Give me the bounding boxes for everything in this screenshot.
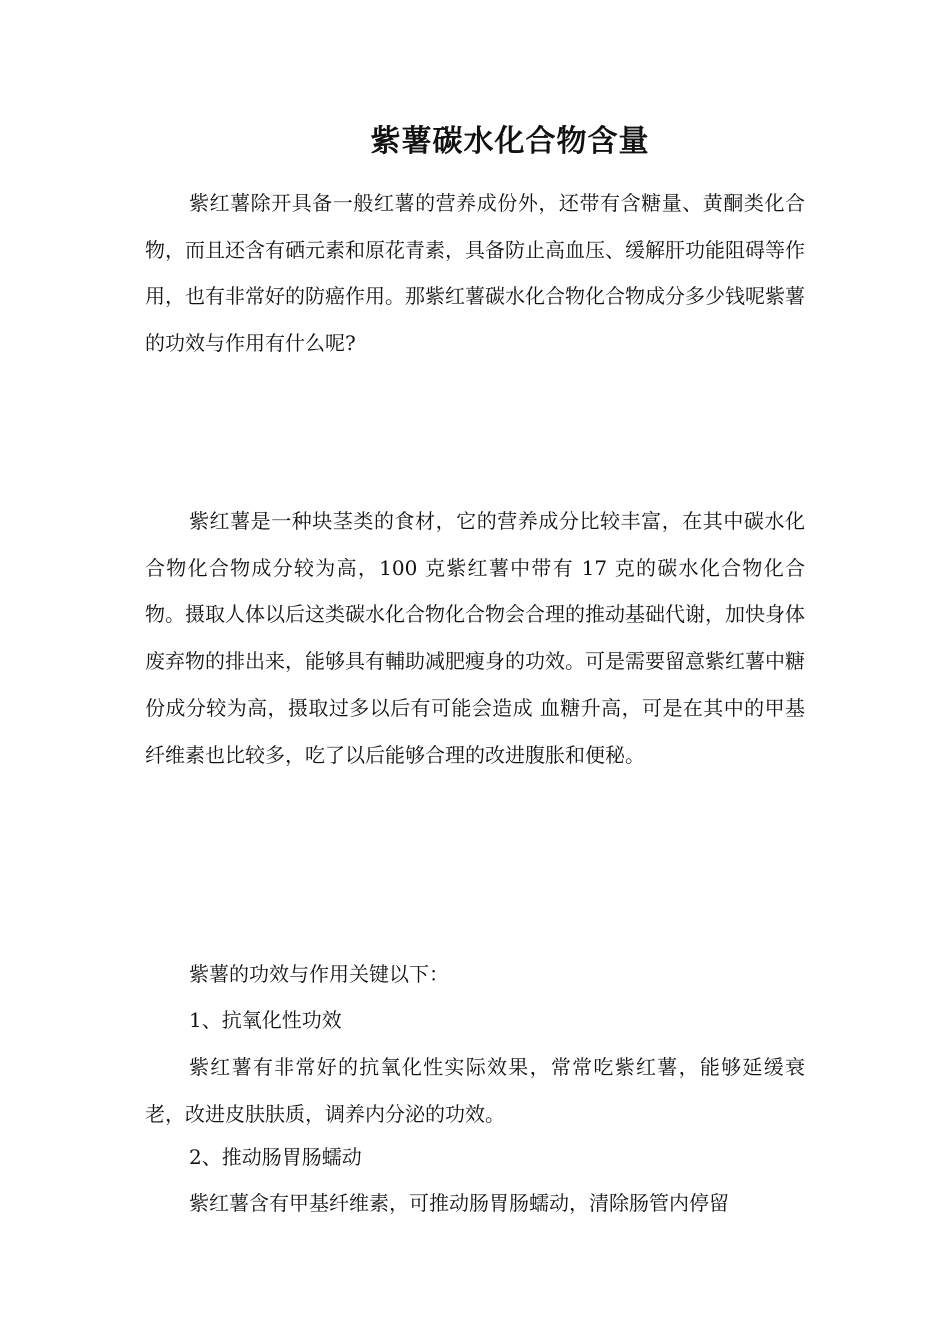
paragraph-antioxidant: 紫红薯有非常好的抗氧化性实际效果，常常吃紫红薯，能够延缓衰老，改进皮肤肤质，调养内分泌的功效。 [145, 1055, 805, 1126]
paragraph-carbohydrate: 紫红薯是一种块茎类的食材，它的营养成分比较丰富，在其中碳水化合物化合物成分较为高，100 克紫红薯中带有 17 克的碳水化合物化合物。摄取人体以后这类碳水化合物化合物会合理的推动基础代谢，加快身体废弃物的排出来，能够具有輔助减肥瘦身的功效。可是需要留意紫红薯中糖份成分较为高，摄取过多以后有可能会造成 血糖升高，可是在其中的甲基纤维素也比较多，吃了以后能够合理的改进腹胀和便秘。 [145, 509, 805, 767]
section-heading-antioxidant: 1、抗氧化性功效 [189, 1008, 342, 1032]
paragraph-effects-heading: 紫薯的功效与作用关键以下： [189, 962, 449, 986]
section-heading-peristalsis: 2、推动肠胃肠蠕动 [189, 1145, 362, 1169]
paragraph-peristalsis: 紫红薯含有甲基纤维素，可推动肠胃肠蠕动，清除肠管内停留 [189, 1191, 729, 1215]
document-title: 紫薯碳水化合物含量 [370, 124, 650, 159]
paragraph-intro: 紫红薯除开具备一般红薯的营养成份外，还带有含糖量、黄酮类化合物，而且还含有硒元素和原花青素，具备防止高血压、缓解肝功能阻碍等作用，也有非常好的防癌作用。那紫红薯碳水化合物化合物成分多少钱呢紫薯的功效与作用有什么呢? [145, 191, 805, 356]
